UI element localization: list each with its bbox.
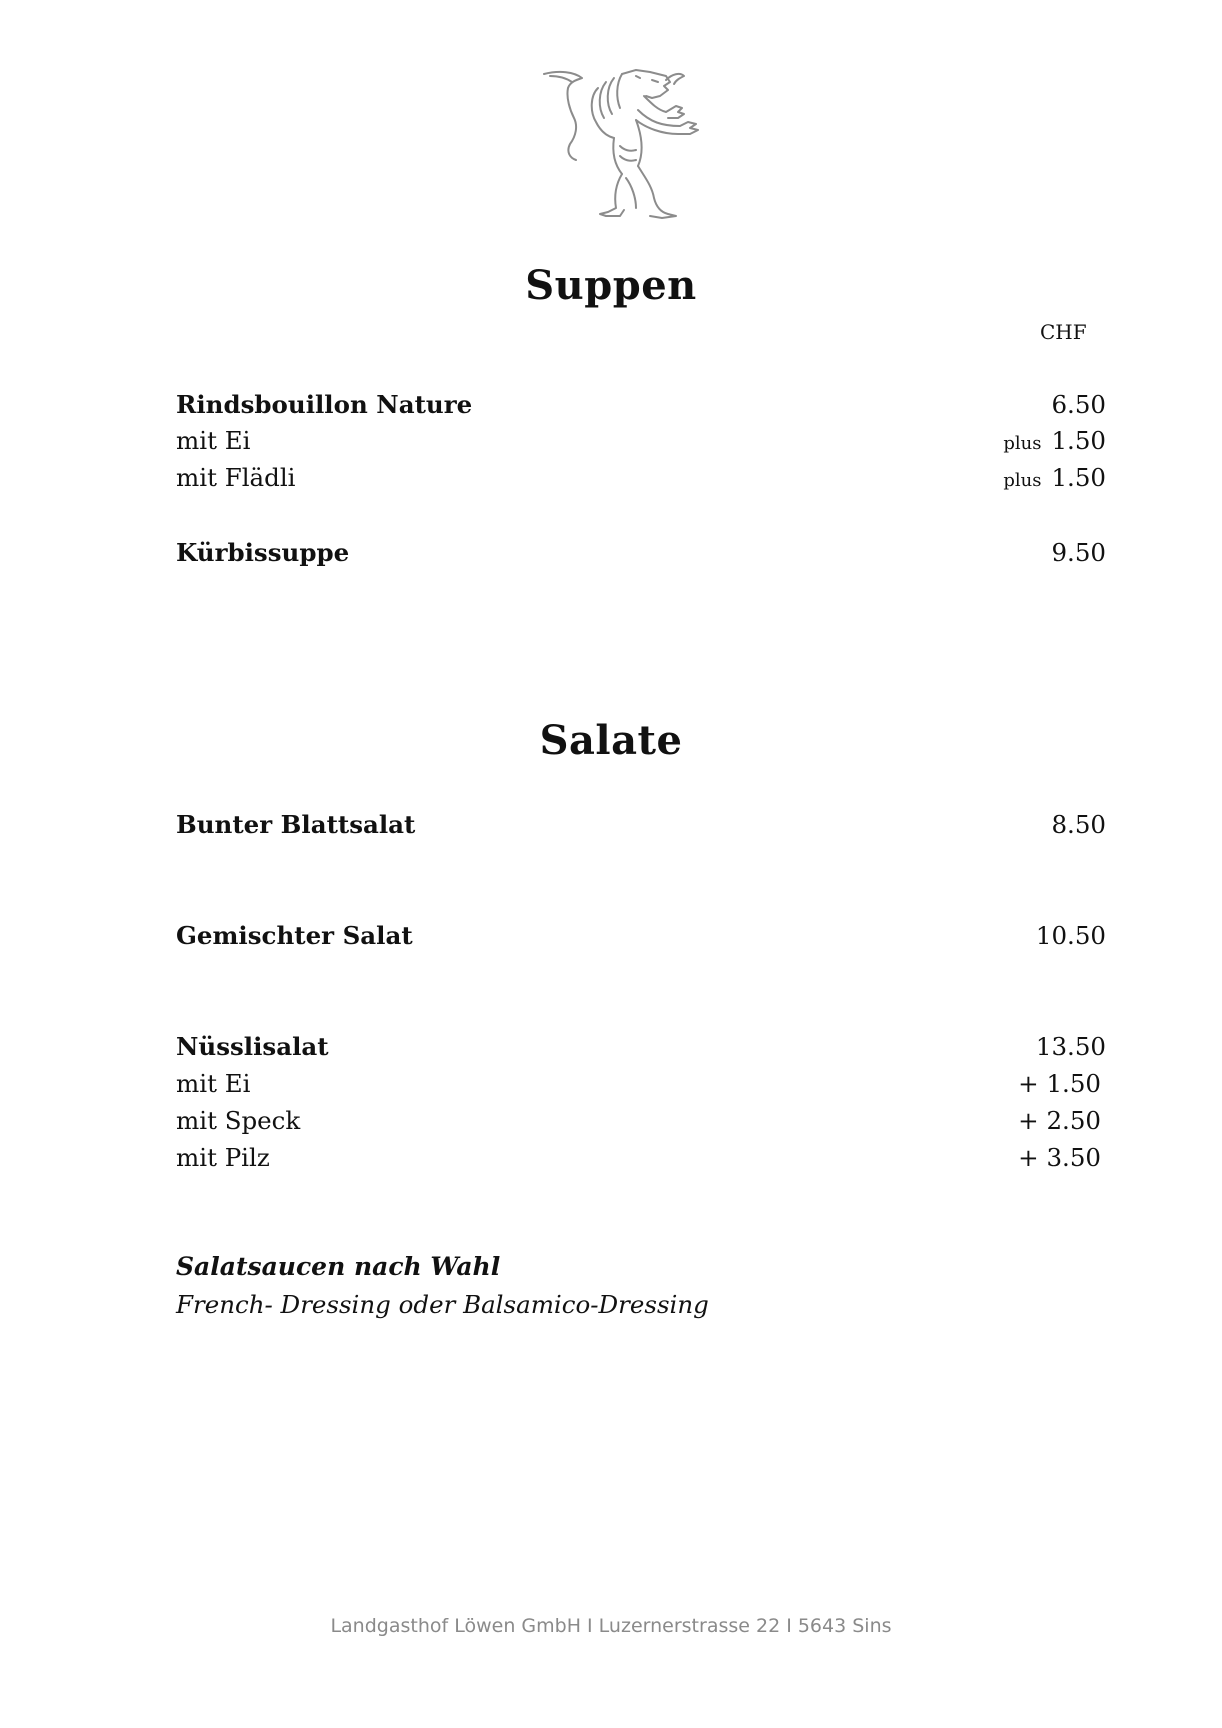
item-price: 1.50 bbox=[1051, 463, 1106, 492]
item-price: 10.50 bbox=[1035, 921, 1106, 950]
item-price: 6.50 bbox=[1051, 390, 1106, 419]
dressing-options: French- Dressing oder Balsamico-Dressing bbox=[176, 1290, 709, 1319]
item-name: mit Speck bbox=[176, 1106, 301, 1135]
menu-item bbox=[176, 424, 1106, 458]
menu-item bbox=[176, 919, 1106, 953]
menu-item bbox=[176, 388, 1106, 422]
item-name: mit Ei bbox=[176, 1069, 251, 1098]
menu-item bbox=[176, 1104, 1106, 1138]
menu-item bbox=[176, 1141, 1106, 1175]
dressing-heading: Salatsaucen nach Wahl bbox=[176, 1252, 501, 1281]
item-price: + 2.50 bbox=[1018, 1106, 1101, 1135]
item-price: 9.50 bbox=[1051, 538, 1106, 567]
item-name: Gemischter Salat bbox=[176, 921, 413, 950]
menu-item bbox=[176, 1030, 1106, 1064]
lion-rampant-icon bbox=[540, 66, 720, 220]
menu-item bbox=[176, 808, 1106, 842]
section-title-salate: Salate bbox=[539, 717, 683, 764]
item-price: 1.50 bbox=[1051, 426, 1106, 455]
menu-item bbox=[176, 1067, 1106, 1101]
item-price: 13.50 bbox=[1035, 1032, 1106, 1061]
item-price-group bbox=[1003, 424, 1106, 461]
plus-label: plus bbox=[1003, 433, 1042, 454]
menu-item bbox=[176, 536, 1106, 570]
menu-item bbox=[176, 461, 1106, 495]
footer-address: Landgasthof Löwen GmbH I Luzernerstrasse 22 I 5643 Sins bbox=[330, 1615, 892, 1637]
item-name: mit Pilz bbox=[176, 1143, 270, 1172]
item-price: + 1.50 bbox=[1018, 1069, 1101, 1098]
item-name: mit Ei bbox=[176, 426, 251, 455]
item-name: Nüsslisalat bbox=[176, 1032, 329, 1061]
item-name: mit Flädli bbox=[176, 463, 296, 492]
plus-label: plus bbox=[1003, 470, 1042, 491]
item-name: Kürbissuppe bbox=[176, 538, 350, 567]
item-name: Rindsbouillon Nature bbox=[176, 390, 473, 419]
item-price: 8.50 bbox=[1051, 810, 1106, 839]
item-name: Bunter Blattsalat bbox=[176, 810, 416, 839]
item-price: + 3.50 bbox=[1018, 1143, 1101, 1172]
item-price-group bbox=[1003, 461, 1106, 498]
currency-label: CHF bbox=[1040, 320, 1087, 344]
section-title-suppen: Suppen bbox=[525, 262, 697, 309]
